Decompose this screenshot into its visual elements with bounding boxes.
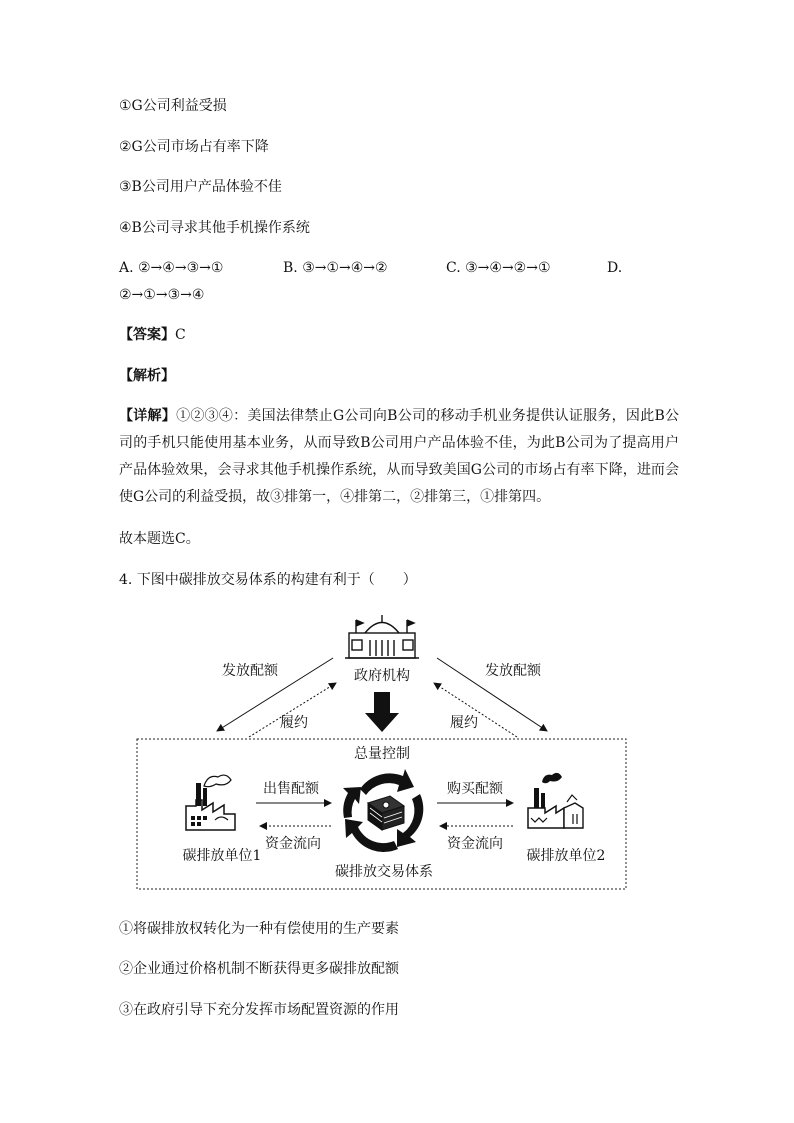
factory-2-icon xyxy=(528,773,583,828)
government-building-icon xyxy=(345,615,419,658)
total-control-arrow xyxy=(365,692,399,732)
q3-item-4: ④B公司寻求其他手机操作系统 xyxy=(119,220,310,236)
choice-c: C. ③→④→②→① xyxy=(446,260,551,276)
fund-flow-label-left: 资金流向 xyxy=(265,836,321,852)
government-label: 政府机构 xyxy=(354,668,410,684)
choice-d-letter: D. xyxy=(607,260,623,276)
choice-a: A. ②→④→③→① xyxy=(119,260,224,276)
conclusion: 故本题选C。 xyxy=(119,531,200,547)
choice-b: B. ③→①→④→② xyxy=(283,260,388,276)
comply-label-left: 履约 xyxy=(280,715,308,731)
q4-item-2: ②企业通过价格机制不断获得更多碳排放配额 xyxy=(119,961,399,977)
issue-label-right: 发放配额 xyxy=(485,663,541,679)
system-label: 碳排放交易体系 xyxy=(335,864,433,880)
factory-1-icon xyxy=(186,775,235,830)
q4-item-1: ①将碳排放权转化为一种有偿使用的生产要素 xyxy=(119,921,399,937)
sell-quota-label: 出售配额 xyxy=(263,781,319,797)
buy-quota-label: 购买配额 xyxy=(447,781,503,797)
q3-item-2: ②G公司市场占有率下降 xyxy=(119,139,269,155)
answer-label: 【答案】 xyxy=(119,327,175,343)
unit-1-label: 碳排放单位1 xyxy=(182,848,262,864)
comply-label-right: 履约 xyxy=(450,715,478,731)
analysis-label: 【解析】 xyxy=(119,368,175,384)
unit-2-label: 碳排放单位2 xyxy=(526,848,606,864)
q3-item-1: ①G公司利益受损 xyxy=(119,98,227,114)
detail-text: ①②③④：美国法律禁止G公司向B公司的移动手机业务提供认证服务，因此B公司的手机只能使用基本业务，从而导致B公司用户产品体验不佳，为此B公司为了提高用户产品体验效果，会寻求其他手机操作系统，从而导致美国G公司的市场占有率下降，进而会使G公司的利益受损，故③排第一，④排第二，②排第三，①排第四。 xyxy=(119,408,680,505)
total-control-label: 总量控制 xyxy=(354,746,410,762)
detail-label: 【详解】 xyxy=(119,408,177,424)
answer-value: C xyxy=(175,327,186,343)
question-4-stem: 4. 下图中碳排放交易体系的构建有利于（ ） xyxy=(119,572,417,588)
money-stack-icon xyxy=(368,796,404,830)
q3-item-3: ③B公司用户产品体验不佳 xyxy=(119,179,282,195)
q4-item-3: ③在政府引导下充分发挥市场配置资源的作用 xyxy=(119,1002,399,1018)
choice-d-body: ②→①→③→④ xyxy=(119,287,205,303)
fund-flow-label-right: 资金流向 xyxy=(447,836,503,852)
issue-label-left: 发放配额 xyxy=(222,663,278,679)
